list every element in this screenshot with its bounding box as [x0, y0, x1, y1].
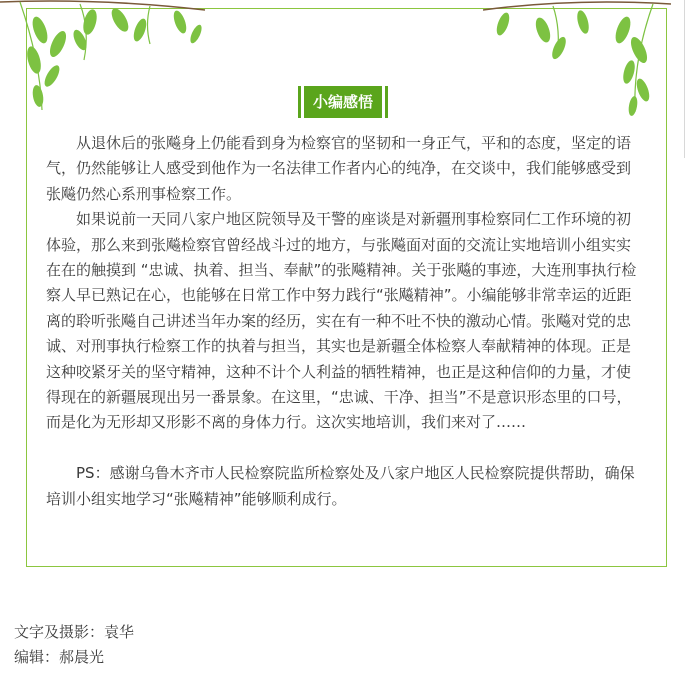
article-body — [46, 131, 642, 512]
leaf-decoration-right-icon — [483, 0, 673, 120]
credits — [14, 620, 134, 670]
leaf-decoration-left-icon — [0, 0, 210, 120]
paragraph: PS：感谢乌鲁木齐市人民检察院监所检察处及八家户地区人民检察院提供帮助，确保培训小组实地学习“张飚精神”能够顺利成行。 — [46, 464, 635, 508]
section-title: 小编感悟 — [304, 86, 382, 118]
paragraph: 从退休后的张飚身上仍能看到身为检察官的坚韧和一身正气，平和的态度，坚定的语气，仍然能够让人感受到他作为一名法律工作者内心的纯净，在交谈中，我们能够感受到张飚仍然心系刑事检察工作。 — [46, 134, 632, 203]
paragraph-spacer — [46, 436, 642, 461]
photo-credit: 文字及摄影：袁华 — [14, 623, 135, 641]
section-title-badge — [298, 86, 388, 118]
scrollbar-edge — [684, 0, 685, 158]
title-bar-right — [385, 86, 388, 118]
editor-credit: 编辑：郝晨光 — [14, 648, 105, 666]
paragraph: 如果说前一天同八家户地区院领导及干警的座谈是对新疆刑事检察同仁工作环境的初体验，那么来到张飚检察官曾经战斗过的地方，与张飚面对面的交流让实地培训小组实实在在的触摸到 “忠诚、执着、担当、奉献”的张飚精神。关于张飚的事迹，大连刑事执行检察人早已熟记在心，也能够在日常工作中努力践行“张飚精神”。小编能够非常幸运的近距离的聆听张飚自己讲述当年办案的经历，实在有一种不吐不快的激动心情。张飚对党的忠诚、对刑事执行检察工作的执着与担当，其实也是新疆全体检察人奉献精神的体现。正是这种咬紧牙关的坚守精神，这种不计个人利益的牺牲精神，也正是这种信仰的力量，才使得现在的新疆展现出另一番景象。在这里，“忠诚、干净、担当”不是意识形态里的口号，而是化为无形却又形影不离的身体力行。这次实地培训，我们来对了…… — [46, 210, 637, 432]
